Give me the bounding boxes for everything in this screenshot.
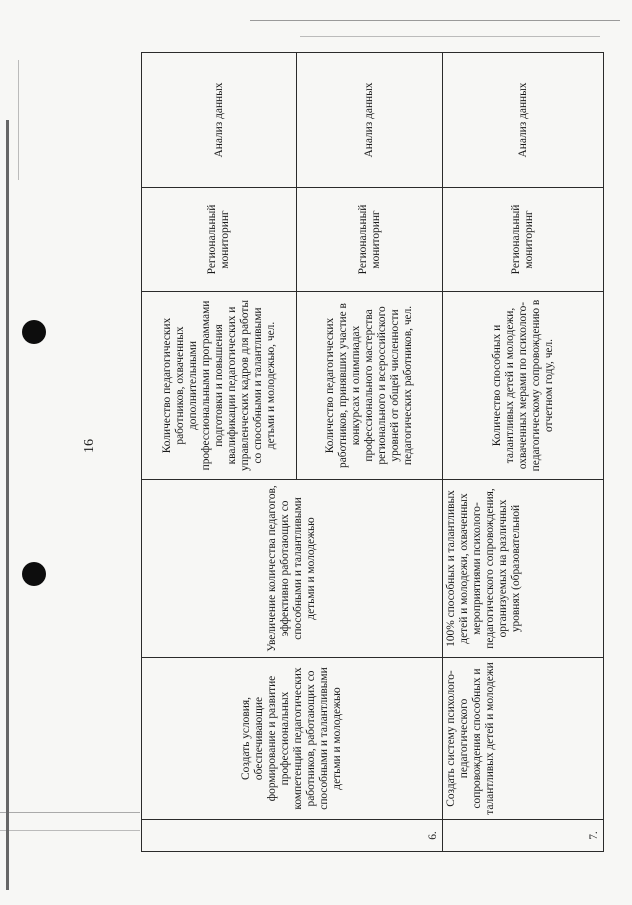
method-cell <box>142 188 297 292</box>
row-number-cell <box>443 820 604 852</box>
row-number-cell <box>142 820 443 852</box>
hole-punch-bottom <box>22 562 46 586</box>
method-text: Региональный мониторинг <box>206 204 231 275</box>
scan-line-bottom <box>0 812 140 813</box>
indicator-cell <box>297 292 443 480</box>
analysis-text: Анализ данных <box>212 82 225 158</box>
method-text: Региональный мониторинг <box>356 204 382 275</box>
table-row-6 <box>142 53 297 852</box>
analysis-text: Анализ данных <box>516 82 529 158</box>
indicator-cell <box>443 292 604 480</box>
row-number: 7. <box>588 831 600 840</box>
page-number: 16 <box>82 439 97 453</box>
scan-line-bottom-2 <box>0 830 140 831</box>
task-cell <box>443 658 604 820</box>
table-row-7 <box>443 53 604 852</box>
analysis-cell <box>142 53 297 188</box>
result-cell <box>443 480 604 658</box>
analysis-cell <box>443 53 604 188</box>
method-text: Региональный мониторинг <box>510 204 535 275</box>
result-text: 100% способных и талантливых детей и молодежи, охваченных мероприятиями психолого-педагогического сопровождения, организуемых на различных уровнях (образовательной <box>445 488 522 649</box>
task-text: Создать систему психолого-педагогического сопровождения способных и талантливых детей и молодежи <box>445 662 496 815</box>
method-cell <box>297 188 443 292</box>
method-cell <box>443 188 604 292</box>
indicator-cell <box>142 292 297 480</box>
scan-line-left <box>18 60 19 180</box>
hole-punch-top <box>22 320 46 344</box>
result-cell <box>142 480 443 658</box>
indicator-text: Количество педагогических работников, охваченных дополнительными профессиональными программами подготовки и повышения квалификации педагогических и управленческих кадров для работы со способными и талантливыми детьми и молодежью, чел. <box>160 299 277 472</box>
analysis-cell <box>297 53 443 188</box>
analysis-text: Анализ данных <box>363 82 375 158</box>
document-table-frame <box>141 53 603 852</box>
scan-left-edge <box>6 120 9 890</box>
indicator-text: Количество педагогических работников, принявших участие в конкурсах и олимпиадах профессионального мастерства регионального и всероссийского уровней от общей численности педагогических работников, чел. <box>324 303 414 468</box>
task-cell <box>142 658 443 820</box>
scan-line-top-2 <box>300 36 600 37</box>
rotated-table-wrapper <box>141 53 603 852</box>
indicator-text: Количество способных и талантливых детей и молодежи, охваченных мерами по психолого-педагогическому сопровождению в отчетном году, чел. <box>490 299 555 472</box>
result-text: Увеличение количества педагогов, эффективно работающих со способными и талантливыми детьми и молодежью <box>266 485 317 652</box>
task-text: Создать условия, обеспечивающие формирование и развитие профессиональных компетенций педагогических работников, работающих со способными и талантливыми детьми и молодежью <box>240 667 343 810</box>
tasks-table <box>141 52 604 852</box>
row-number: 6. <box>427 831 439 840</box>
scan-line-top <box>250 20 620 21</box>
